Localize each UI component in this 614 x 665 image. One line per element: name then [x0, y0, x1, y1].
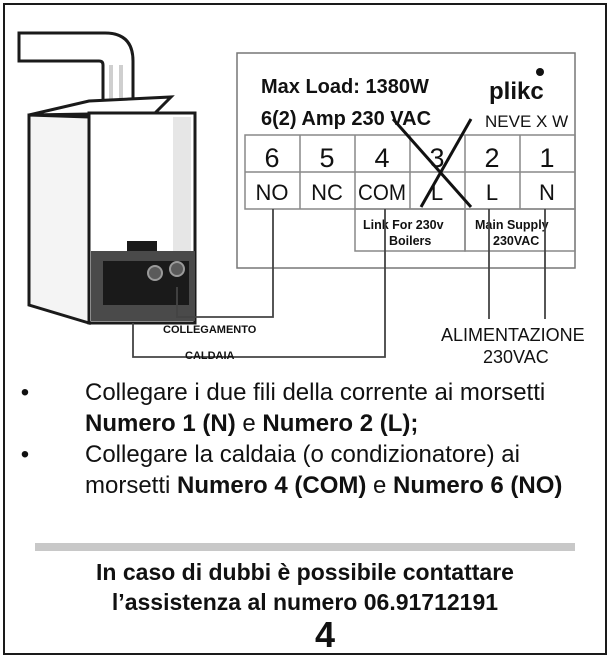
instruction-text: e: [235, 410, 263, 437]
instruction-text: Collegare la caldaia (o condizionatore) ai morsetti: [85, 441, 520, 499]
supply-note-line1: Main Supply: [475, 218, 549, 232]
terminal-3-number: 3: [429, 143, 445, 173]
wiring-diagram: [5, 5, 614, 375]
collegamento-label: COLLEGAMENTO: [163, 324, 257, 336]
boiler-handle: [127, 241, 157, 251]
terminal-3-label: L: [430, 180, 444, 205]
amp-rating-label: 6(2) Amp 230 VAC: [261, 108, 432, 130]
instruction-list: [15, 377, 595, 501]
page-number: 4: [314, 614, 336, 655]
instruction-item: [15, 377, 595, 439]
terminal-4-number: 4: [374, 143, 390, 173]
alimentazione-voltage: 230VAC: [483, 347, 549, 367]
page: [3, 3, 607, 655]
instruction-terminal-bold: Numero 4 (COM): [177, 472, 367, 499]
terminal-2-number: 2: [484, 143, 500, 173]
support-note: [5, 557, 605, 617]
terminal-1-number: 1: [539, 143, 555, 173]
alimentazione-label: ALIMENTAZIONE: [441, 325, 585, 345]
brand-logo: plikc: [489, 78, 544, 105]
bullet-marker: •: [20, 379, 30, 406]
max-load-label: Max Load: 1380W: [261, 76, 429, 98]
terminal-2-label: L: [485, 180, 499, 205]
terminal-1-label: N: [539, 180, 555, 205]
boiler-knob-right: [170, 262, 184, 276]
model-label: NEVE X W: [485, 112, 569, 131]
boiler-front-shade: [173, 117, 191, 251]
instruction-terminal-bold: Numero 2 (L);: [262, 410, 419, 437]
bullet-marker: •: [20, 441, 30, 468]
instruction-text: e: [366, 472, 394, 499]
instruction-item: [15, 439, 595, 501]
support-note-line1: In caso di dubbi è possibile contattare: [96, 559, 514, 585]
link-note-line1: Link For 230v: [363, 218, 444, 232]
boiler-knob-left: [148, 266, 162, 280]
terminal-5-label: NC: [311, 180, 343, 205]
section-divider: [35, 543, 575, 551]
instruction-terminal-bold: Numero 6 (NO): [393, 472, 563, 499]
link-note-line2: Boilers: [389, 234, 432, 248]
terminal-5-number: 5: [319, 143, 335, 173]
terminal-6-number: 6: [264, 143, 280, 173]
caldaia-label: CALDAIA: [185, 350, 235, 362]
support-note-line2: l’assistenza al numero 06.91712191: [111, 589, 499, 615]
brand-logo-dot: [536, 68, 544, 76]
instruction-terminal-bold: Numero 1 (N): [85, 410, 236, 437]
supply-note-line2: 230VAC: [493, 234, 540, 248]
instruction-text: Collegare i due fili della corrente ai morsetti: [85, 379, 546, 406]
terminal-4-label: COM: [358, 180, 406, 205]
terminal-6-label: NO: [255, 180, 289, 205]
boiler-side-panel: [29, 115, 89, 323]
boiler-illustration: [19, 33, 195, 323]
